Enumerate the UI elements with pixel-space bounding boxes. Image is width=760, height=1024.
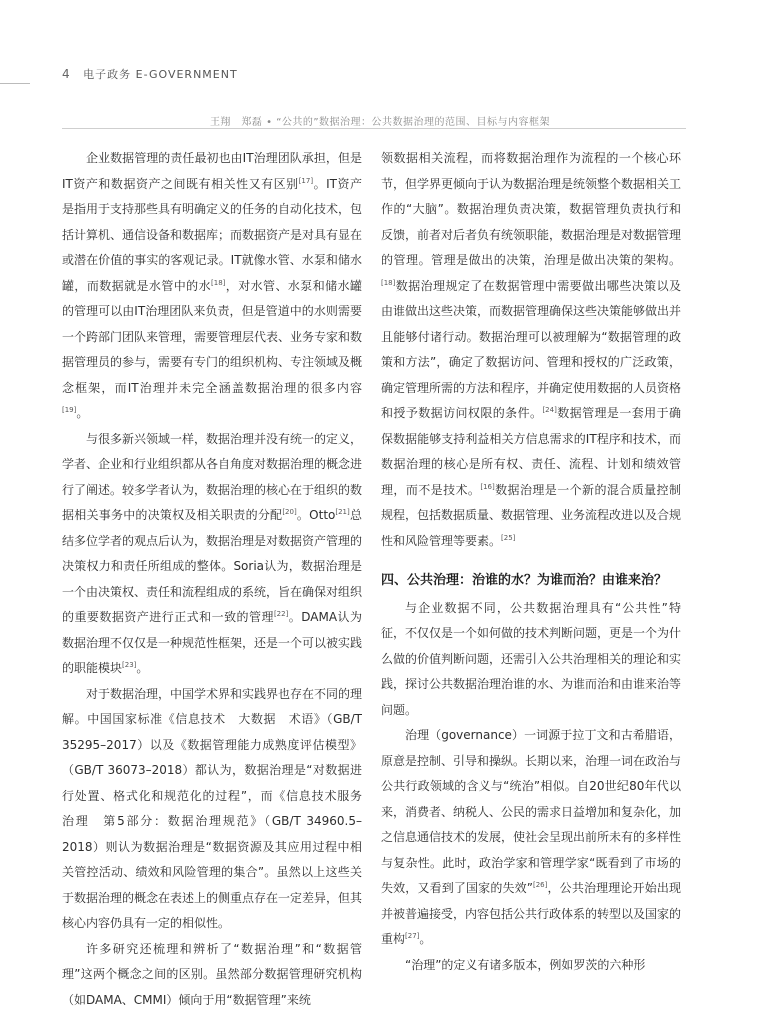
article-running-title: 王翔 郑磊 • “公共的”数据治理：公共数据治理的范围、目标与内容框架 bbox=[209, 117, 551, 128]
journal-name: 电子政务 E-GOVERNMENT bbox=[83, 68, 238, 81]
paragraph: 领数据相关流程，而将数据治理作为流程的一个核心环节，但学界更倾向于认为数据治理是统领整个数据相关工作的“大脑”。数据治理负责决策，数据管理负责执行和反馈，前者对后者负有统领职能，数据治理是对数据管理的管理。管理是做出的决策，治理是做出决策的架构。[18]数据治理规定了在数据管理中需要做出哪些决策以及由谁做出这些决策，而数据管理确保这些决策能够做出并且能够付诸行动。数据治理可以被理解为“数据管理的政策和方法”，确定了数据访问、管理和授权的广泛政策，确定管理所需的方法和程序，并确定使用数据的人员资格和授予数据访问权限的条件。[24]数据管理是一套用于确保数据能够支持利益相关方信息需求的IT程序和技术，而数据治理的核心是所有权、责任、流程、计划和绩效管理，而不是技术。[16]数据治理是一个新的混合质量控制规程，包括数据质量、数据管理、业务流程改进以及合规性和风险管理等要素。[25] bbox=[381, 151, 682, 548]
left-column bbox=[62, 146, 375, 1013]
right-column bbox=[381, 146, 681, 978]
paragraph: 与企业数据不同，公共数据治理具有“公共性”特征，不仅仅是一个如何做的技术判断问题，更是一个为什么做的价值判断问题，还需引入公共治理相关的理论和实践，探讨公共数据治理治谁的水、为谁而治和由谁来治等问题。 bbox=[381, 600, 682, 717]
page-number: 4 bbox=[62, 67, 71, 81]
paragraph: 与很多新兴领域一样，数据治理并没有统一的定义，学者、企业和行业组织都从各自角度对数据治理的概念进行了阐述。较多学者认为，数据治理的核心在于组织的数据相关事务中的决策权及相关职责的分配[20]。Otto[21]总结多位学者的观点后认为，数据治理是对数据资产管理的决策权力和责任所组成的整体。Soria认为，数据治理是一个由决策权、责任和流程组成的系统，旨在确保对组织的重要数据资产进行正式和一致的管理[22]。DAMA认为数据治理不仅仅是一种规范性框架，还是一个可以被实践的职能模块[23]。 bbox=[62, 431, 363, 675]
paragraph: 企业数据管理的责任最初也由IT治理团队承担，但是IT资产和数据资产之间既有相关性又有区别[17]。IT资产是指用于支持那些具有明确定义的任务的自动化技术，包括计算机、通信设备和数据库；而数据资产是对具有显在或潜在价值的事实的客观记录。IT就像水管、水泵和储水罐，而数据就是水管中的水[18]，对水管、水泵和储水罐的管理可以由IT治理团队来负责，但是管道中的水则需要一个跨部门团队来管理，需要管理层代表、业务专家和数据管理员的参与，需要有专门的组织机构、专注领域及概念框架，而IT治理并未完全涵盖数据治理的很多内容[19]。 bbox=[62, 151, 363, 420]
paragraph: “治理”的定义有诸多版本，例如罗茨的六种形 bbox=[405, 957, 646, 972]
paragraph: 对于数据治理，中国学术界和实践界也存在不同的理解。中国国家标准《信息技术 大数据 术语》（GB/T 35295–2017）以及《数据管理能力成熟度评估模型》（GB/T 36073–2018）都认为，数据治理是“对数据进行处置、格式化和规范化的过程”，而《信息技术服务 治理 第5部分：数据治理规范》（GB/T 34960.5–2018）则认为数据治理是“数据资源及其应用过程中相关管控活动、绩效和风险管理的集合”。虽然以上这些关于数据治理的概念在表述上的侧重点存在一定差异，但其核心内容仍具有一定的相似性。 bbox=[62, 686, 375, 930]
paragraph: 治理（governance）一词源于拉丁文和古希腊语，原意是控制、引导和操纵。长期以来，治理一词在政治与公共行政领域的含义与“统治”相似。自20世纪80年代以来，消费者、纳税人、公民的需求日益增加和复杂化，加之信息通信技术的发展，使社会呈现出前所未有的多样性与复杂性。此时，政治学家和管理学家“既看到了市场的失效，又看到了国家的失效”[26]，公共治理理论开始出现并被普遍接受，内容包括公共行政体系的转型以及国家的重构[27]。 bbox=[381, 728, 682, 946]
section-heading: 四、公共治理：治谁的水？为谁而治？由谁来治？ bbox=[381, 573, 668, 588]
running-header bbox=[62, 66, 238, 82]
paragraph: 许多研究还梳理和辨析了“数据治理”和“数据管理”这两个概念之间的区别。虽然部分数据管理研究机构（如DAMA、CMMI）倾向于用“数据管理”来统 bbox=[62, 941, 362, 1007]
header-rule-short bbox=[0, 83, 30, 84]
header-divider bbox=[62, 128, 686, 129]
